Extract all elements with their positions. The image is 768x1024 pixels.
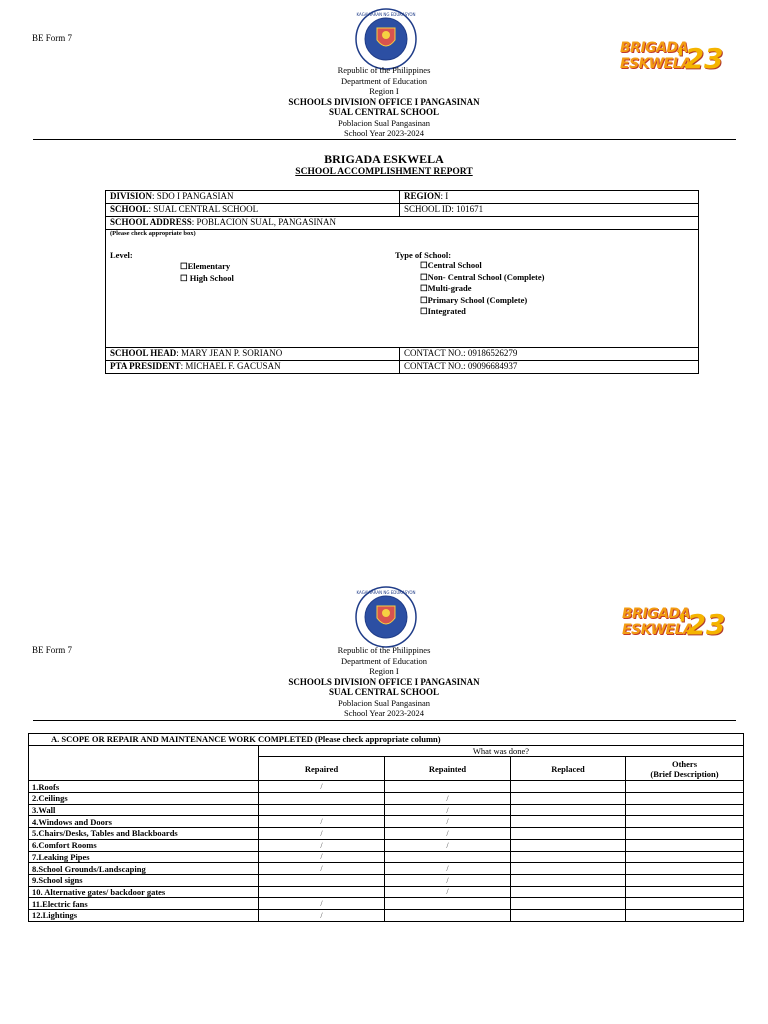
cell-repainted[interactable] xyxy=(385,851,511,863)
table-row xyxy=(29,886,744,898)
row-item-label: 5.Chairs/Desks, Tables and Blackboards xyxy=(29,828,259,840)
level-group: Level: ☐Elementary ☐ High School xyxy=(110,250,234,283)
cell-repaired[interactable] xyxy=(259,874,385,886)
row-item-label: 11.Electric fans xyxy=(29,898,259,910)
cell-replaced[interactable] xyxy=(511,781,626,793)
row-item-label: 9.School signs xyxy=(29,874,259,886)
form-number: BE Form 7 xyxy=(32,33,73,43)
letterhead xyxy=(234,645,534,719)
letterhead-school: SUAL CENTRAL SCHOOL xyxy=(328,107,440,117)
checkbox-multi-grade[interactable]: ☐Multi-grade xyxy=(420,283,472,293)
svg-text:KAGAWARAN NG EDUKASYON: KAGAWARAN NG EDUKASYON xyxy=(356,12,416,17)
repair-work-table xyxy=(28,733,744,922)
cell-others[interactable] xyxy=(626,816,744,828)
school-type-group: Type of School: ☐Central School ☐Non- Central School (Complete) ☐Multi-grade ☐Primary School (Complete) ☐Integrated xyxy=(395,250,545,316)
what-done-header: What was done? xyxy=(259,745,744,757)
cell-repaired[interactable]: / xyxy=(259,816,385,828)
form-number: BE Form 7 xyxy=(32,645,73,655)
col-others: Others (Brief Description) xyxy=(626,757,744,781)
cell-others[interactable] xyxy=(626,863,744,875)
row-item-label: 10. Alternative gates/ backdoor gates xyxy=(29,886,259,898)
cell-repainted[interactable]: / xyxy=(385,828,511,840)
letterhead-line: Department of Education xyxy=(341,655,427,666)
letterhead-line: Region I xyxy=(369,86,399,96)
cell-repainted[interactable]: / xyxy=(385,804,511,816)
letterhead-school: SUAL CENTRAL SCHOOL xyxy=(328,687,440,697)
letterhead-office: SCHOOLS DIVISION OFFICE I PANGASINAN xyxy=(288,96,480,107)
cell-repaired[interactable]: / xyxy=(259,828,385,840)
cell-repainted[interactable]: / xyxy=(385,886,511,898)
row-item-label: 2.Ceilings xyxy=(29,793,259,805)
cell-replaced[interactable] xyxy=(511,839,626,851)
cell-repaired[interactable] xyxy=(259,886,385,898)
divider xyxy=(33,139,736,140)
table-row xyxy=(29,828,744,840)
cell-others[interactable] xyxy=(626,828,744,840)
cell-others[interactable] xyxy=(626,781,744,793)
cell-repainted[interactable] xyxy=(385,781,511,793)
table-row xyxy=(29,909,744,921)
cell-repaired[interactable] xyxy=(259,804,385,816)
letterhead-line: Poblacion Sual Pangasinan xyxy=(337,117,431,128)
table-row xyxy=(29,839,744,851)
checkbox-primary-school[interactable]: ☐Primary School (Complete) xyxy=(420,294,528,305)
cell-repaired[interactable]: / xyxy=(259,781,385,793)
divider xyxy=(33,720,736,721)
letterhead-line: Region I xyxy=(369,666,399,676)
cell-repainted[interactable]: / xyxy=(385,816,511,828)
letterhead-office: SCHOOLS DIVISION OFFICE I PANGASINAN xyxy=(288,676,480,687)
cell-replaced[interactable] xyxy=(511,828,626,840)
cell-others[interactable] xyxy=(626,909,744,921)
checkbox-non-central-school[interactable]: ☐Non- Central School (Complete) xyxy=(420,271,545,282)
checkbox-central-school[interactable]: ☐Central School xyxy=(420,260,482,270)
cell-repainted[interactable]: / xyxy=(385,793,511,805)
table-row xyxy=(29,863,744,875)
brigada-eskwela-logo: BRIGADA ESKWELA '23 xyxy=(622,606,726,641)
row-item-label: 6.Comfort Rooms xyxy=(29,839,259,851)
checkbox-elementary[interactable]: ☐Elementary xyxy=(180,261,231,271)
cell-repainted[interactable]: / xyxy=(385,863,511,875)
letterhead xyxy=(234,65,534,139)
cell-repaired[interactable]: / xyxy=(259,839,385,851)
deped-seal-icon xyxy=(355,8,417,70)
cell-repainted[interactable]: / xyxy=(385,874,511,886)
checkbox-integrated[interactable]: ☐Integrated xyxy=(420,306,466,316)
cell-replaced[interactable] xyxy=(511,898,626,910)
table-row xyxy=(29,898,744,910)
cell-repaired[interactable]: / xyxy=(259,898,385,910)
cell-replaced[interactable] xyxy=(511,874,626,886)
cell-repaired[interactable]: / xyxy=(259,909,385,921)
svg-text:KAGAWARAN NG EDUKASYON: KAGAWARAN NG EDUKASYON xyxy=(356,590,416,595)
instruction-note: (Please check appropriate box) xyxy=(110,230,196,237)
brigada-eskwela-logo: BRIGADA ESKWELA '23 xyxy=(620,40,724,75)
cell-replaced[interactable] xyxy=(511,816,626,828)
table-row xyxy=(29,816,744,828)
subtitle-text: SCHOOL ACCOMPLISHMENT REPORT xyxy=(295,167,473,177)
row-item-label: 3.Wall xyxy=(29,804,259,816)
letterhead-line: Republic of the Philippines xyxy=(337,645,431,655)
cell-others[interactable] xyxy=(626,874,744,886)
cell-others[interactable] xyxy=(626,886,744,898)
cell-repainted[interactable] xyxy=(385,909,511,921)
row-item-label: 8.School Grounds/Landscaping xyxy=(29,863,259,875)
table-row xyxy=(29,874,744,886)
cell-replaced[interactable] xyxy=(511,909,626,921)
table-row xyxy=(29,793,744,805)
row-item-label: 4.Windows and Doors xyxy=(29,816,259,828)
title-text: BRIGADA ESKWELA xyxy=(324,152,444,166)
cell-replaced[interactable] xyxy=(511,804,626,816)
cell-repainted[interactable] xyxy=(385,898,511,910)
deped-seal-icon xyxy=(355,586,417,648)
cell-replaced[interactable] xyxy=(511,886,626,898)
cell-others[interactable] xyxy=(626,804,744,816)
cell-others[interactable] xyxy=(626,793,744,805)
checkbox-high-school[interactable]: ☐ High School xyxy=(180,273,234,283)
letterhead-line: School Year 2023-2024 xyxy=(343,708,425,718)
cell-repainted[interactable]: / xyxy=(385,839,511,851)
cell-replaced[interactable] xyxy=(511,793,626,805)
row-item-label: 7.Leaking Pipes xyxy=(29,851,259,863)
cell-repaired[interactable]: / xyxy=(259,863,385,875)
cell-repaired[interactable]: / xyxy=(259,851,385,863)
report-title xyxy=(0,152,768,177)
cell-replaced[interactable] xyxy=(511,851,626,863)
row-item-label: 12.Lightings xyxy=(29,909,259,921)
table-row xyxy=(29,781,744,793)
cell-others[interactable] xyxy=(626,839,744,851)
cell-others[interactable] xyxy=(626,898,744,910)
col-replaced: Replaced xyxy=(511,757,626,781)
letterhead-line: Department of Education xyxy=(341,75,427,86)
letterhead-line: Poblacion Sual Pangasinan xyxy=(337,697,431,708)
letterhead-line: School Year 2023-2024 xyxy=(343,128,425,138)
section-title: A. SCOPE OR REPAIR AND MAINTENANCE WORK COMPLETED (Please check appropriate column) xyxy=(29,734,744,746)
school-info-table: DIVISION: SDO I PANGASIAN REGION: I SCHOOL: SUAL CENTRAL SCHOOL SCHOOL ID: 101671 SCHOOL ADDRESS: POBLACION SUAL, PANGASINAN (Please check appropriate box) Level: ☐Elementary ☐ High School Type of School: ☐Central School ☐Non- Central School (Complete) ☐Multi-grade ☐Primary School (Complete) ☐Integrated SCHOOL HEAD: MARY JEAN P. SORIANO CONTACT NO.: 09186526279 PTA PRESIDENT: MICHAEL F. GACUSAN CONTACT NO.: 09096684937 xyxy=(105,190,699,374)
cell-others[interactable] xyxy=(626,851,744,863)
letterhead-line: Republic of the Philippines xyxy=(337,65,431,75)
col-repaired: Repaired xyxy=(259,757,385,781)
row-item-label: 1.Roofs xyxy=(29,781,259,793)
table-row xyxy=(29,851,744,863)
cell-repaired[interactable] xyxy=(259,793,385,805)
table-row xyxy=(29,804,744,816)
col-repainted: Repainted xyxy=(385,757,511,781)
cell-replaced[interactable] xyxy=(511,863,626,875)
